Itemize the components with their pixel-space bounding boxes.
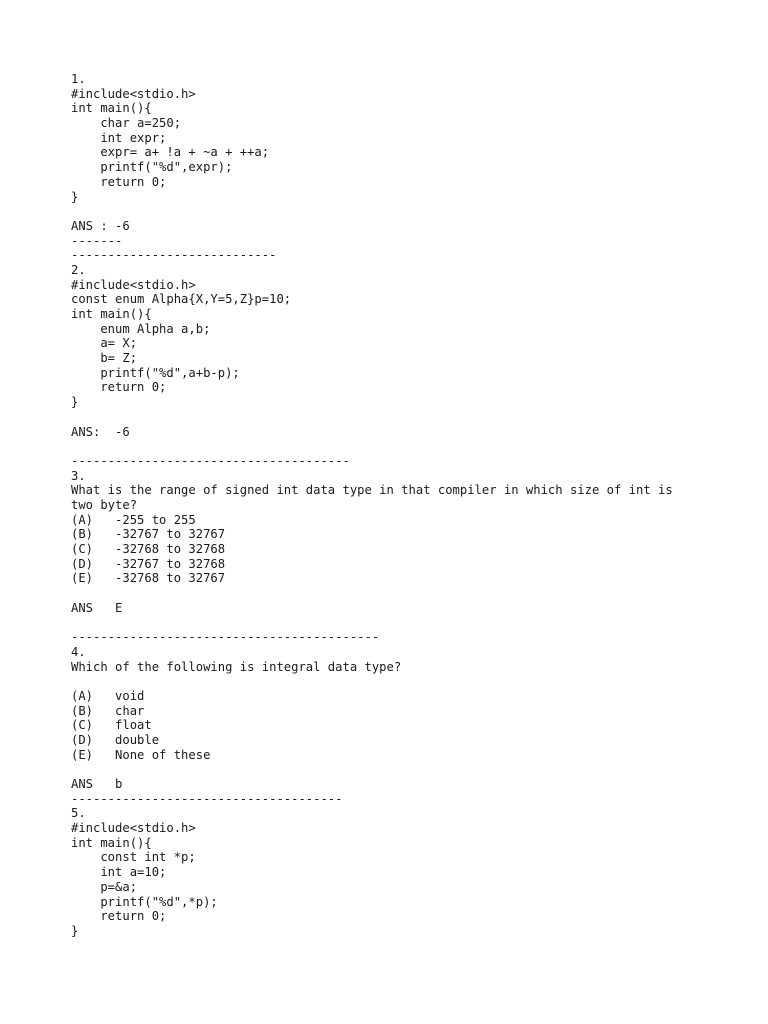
text-line: #include<stdio.h> <box>71 86 196 101</box>
text-line: What is the range of signed int data type in that compiler in which size of int is <box>71 483 673 498</box>
text-line: return 0; <box>71 909 167 924</box>
text-line: (D) double <box>71 732 160 747</box>
text-line: 4. <box>71 644 86 659</box>
text-line <box>71 410 731 425</box>
text-line: (D) -32767 to 32768 <box>71 556 226 571</box>
text-line: a= X; <box>71 336 138 351</box>
text-line: 1. <box>71 72 86 86</box>
text-line: } <box>71 189 79 204</box>
text-line: ------------------------------------- <box>71 791 343 806</box>
text-line: return 0; <box>71 174 167 189</box>
text-line: 5. <box>71 806 86 821</box>
text-line: int a=10; <box>71 865 167 880</box>
text-line: (C) float <box>71 718 152 733</box>
text-line: printf("%d",expr); <box>71 160 233 175</box>
text-line: int main(){ <box>71 835 152 850</box>
text-line: Which of the following is integral data type? <box>71 659 402 674</box>
text-line: const int *p; <box>71 850 196 865</box>
text-line: #include<stdio.h> <box>71 821 196 836</box>
document-page <box>71 72 731 939</box>
text-line: int expr; <box>71 130 167 145</box>
text-line: int main(){ <box>71 307 152 321</box>
text-line: (B) -32767 to 32767 <box>71 527 226 542</box>
text-line: ANS : -6 <box>71 218 130 233</box>
text-line: (A) -255 to 255 <box>71 512 196 527</box>
text-line <box>71 586 731 601</box>
text-line: ---------------------------- <box>71 248 277 263</box>
text-line: -------------------------------------- <box>71 453 350 468</box>
text-line: ANS: -6 <box>71 424 130 439</box>
text-line: (C) -32768 to 32768 <box>71 542 226 556</box>
text-line: return 0; <box>71 380 167 395</box>
text-line: char a=250; <box>71 116 182 131</box>
text-line: const enum Alpha{X,Y=5,Z}p=10; <box>71 292 292 307</box>
text-line: ANS b <box>71 777 123 791</box>
text-line: p=&a; <box>71 879 138 894</box>
text-line: two byte? <box>71 497 138 512</box>
text-line: printf("%d",a+b-p); <box>71 365 240 380</box>
text-line: #include<stdio.h> <box>71 277 196 292</box>
text-line: (A) void <box>71 688 145 703</box>
text-line: (E) -32768 to 32767 <box>71 571 226 586</box>
text-line: expr= a+ !a + ~a + ++a; <box>71 145 270 160</box>
text-line <box>71 762 731 777</box>
text-line <box>71 439 731 454</box>
text-line: ------- <box>71 233 123 248</box>
text-line: b= Z; <box>71 351 138 366</box>
text-line: ------------------------------------------ <box>71 630 380 645</box>
text-line: } <box>71 923 79 938</box>
text-line: 2. <box>71 262 86 277</box>
text-line <box>71 615 731 630</box>
text-line <box>71 674 731 689</box>
text-line: (E) None of these <box>71 747 211 762</box>
text-line: enum Alpha a,b; <box>71 321 211 336</box>
text-line: } <box>71 395 79 410</box>
document-text <box>71 72 731 939</box>
text-line: printf("%d",*p); <box>71 894 218 909</box>
text-line: int main(){ <box>71 101 152 116</box>
text-line: (B) char <box>71 703 145 718</box>
text-line: 3. <box>71 468 86 483</box>
text-line <box>71 204 731 219</box>
text-line: ANS E <box>71 600 123 615</box>
